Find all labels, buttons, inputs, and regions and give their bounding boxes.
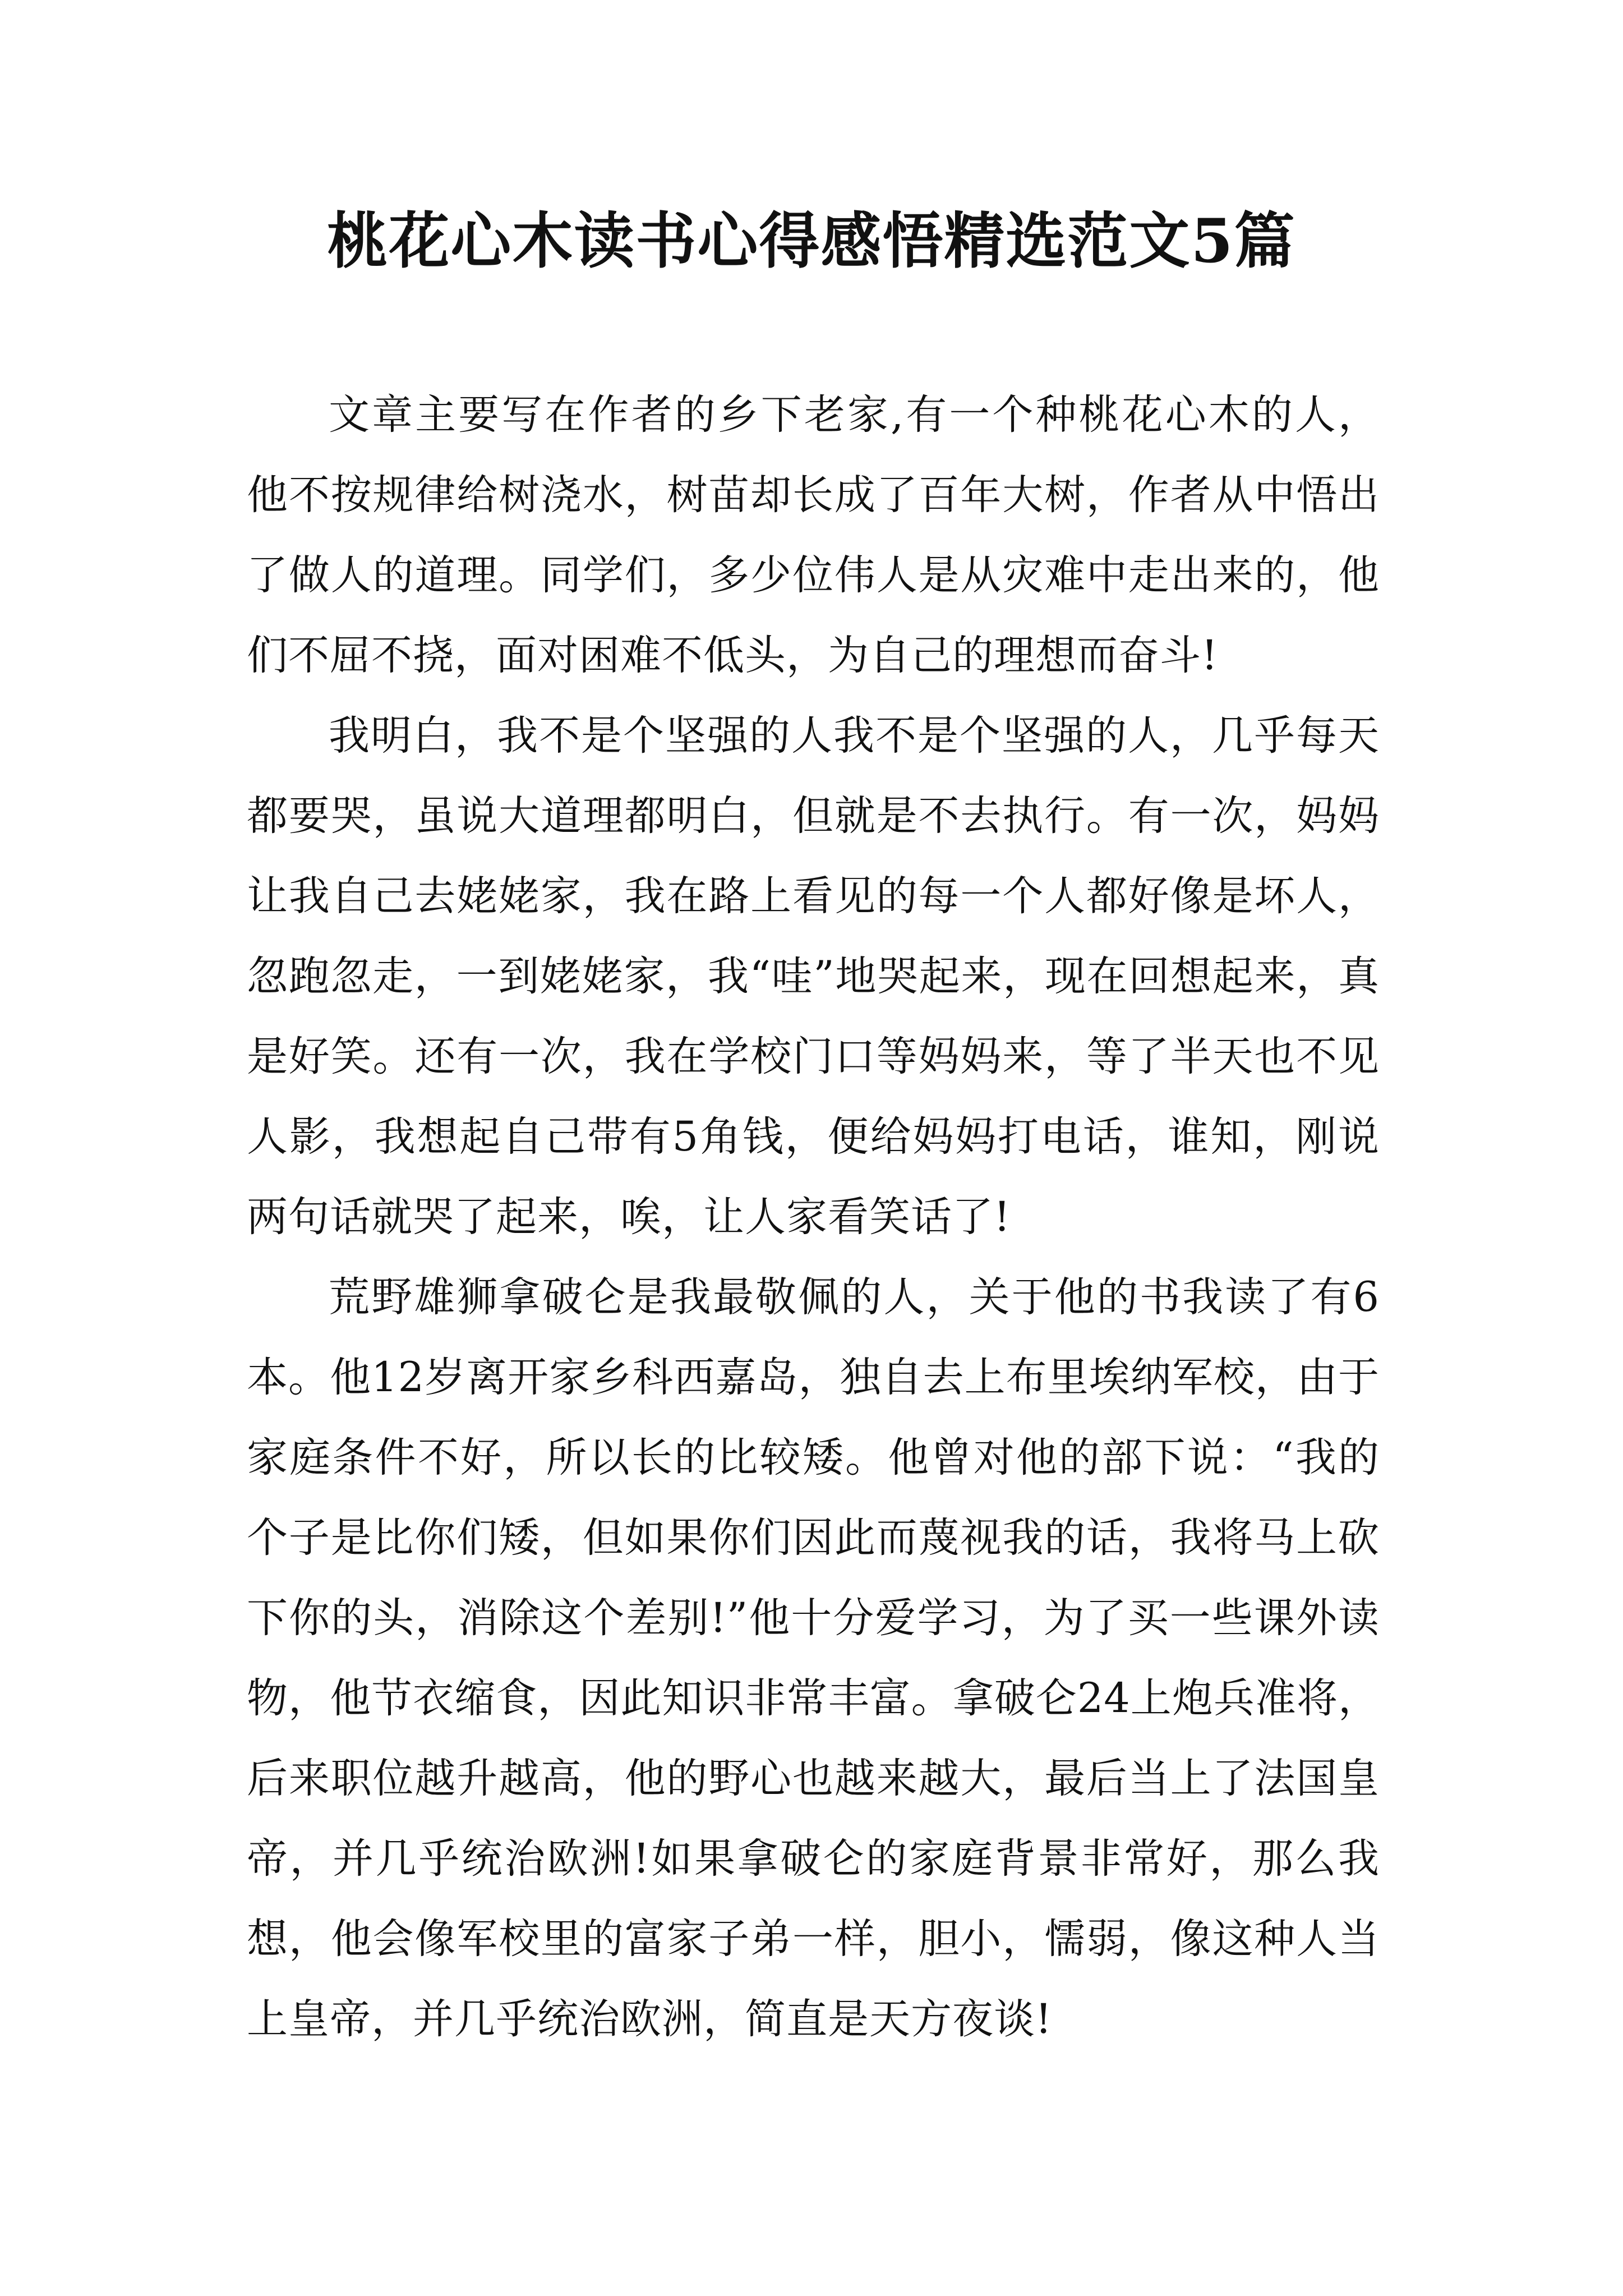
document-body (247, 375, 1380, 2059)
document-title: 桃花心木读书心得感悟精选范文5篇 (327, 206, 1296, 277)
paragraph-3: 荒野雄狮拿破仑是我最敬佩的人，关于他的书我读了有6本。他12岁离开家乡科西嘉岛，独自去上布里埃纳军校，由于家庭条件不好，所以长的比较矮。他曾对他的部下说：“我的个子是比你们矮，但如果你们因此而蔑视我的话，我将马上砍下你的头，消除这个差别!”他十分爱学习，为了买一些课外读物，他节衣缩食，因此知识非常丰富。拿破仑24上炮兵准将，后来职位越升越高，他的野心也越来越大，最后当上了法国皇帝，并几乎统治欧洲!如果拿破仑的家庭背景非常好，那么我想，他会像军校里的富家子弟一样，胆小，懦弱，像这种人当上皇帝，并几乎统治欧洲，简直是天方夜谈! (247, 1273, 1380, 2043)
paragraph-2: 我明白，我不是个坚强的人我不是个坚强的人，几乎每天都要哭，虽说大道理都明白，但就是不去执行。有一次，妈妈让我自己去姥姥家，我在路上看见的每一个人都好像是坏人，忽跑忽走，一到姥姥家，我“哇”地哭起来，现在回想起来，真是好笑。还有一次，我在学校门口等妈妈来，等了半天也不见人影，我想起自己带有5角钱，便给妈妈打电话，谁知，刚说两句话就哭了起来，唉，让人家看笑话了! (247, 712, 1380, 1241)
paragraph-1: 文章主要写在作者的乡下老家,有一个种桃花心木的人，他不按规律给树浇水，树苗却长成了百年大树，作者从中悟出了做人的道理。同学们，多少位伟人是从灾难中走出来的，他们不屈不挠，面对困难不低头，为自己的理想而奋斗! (247, 391, 1380, 679)
